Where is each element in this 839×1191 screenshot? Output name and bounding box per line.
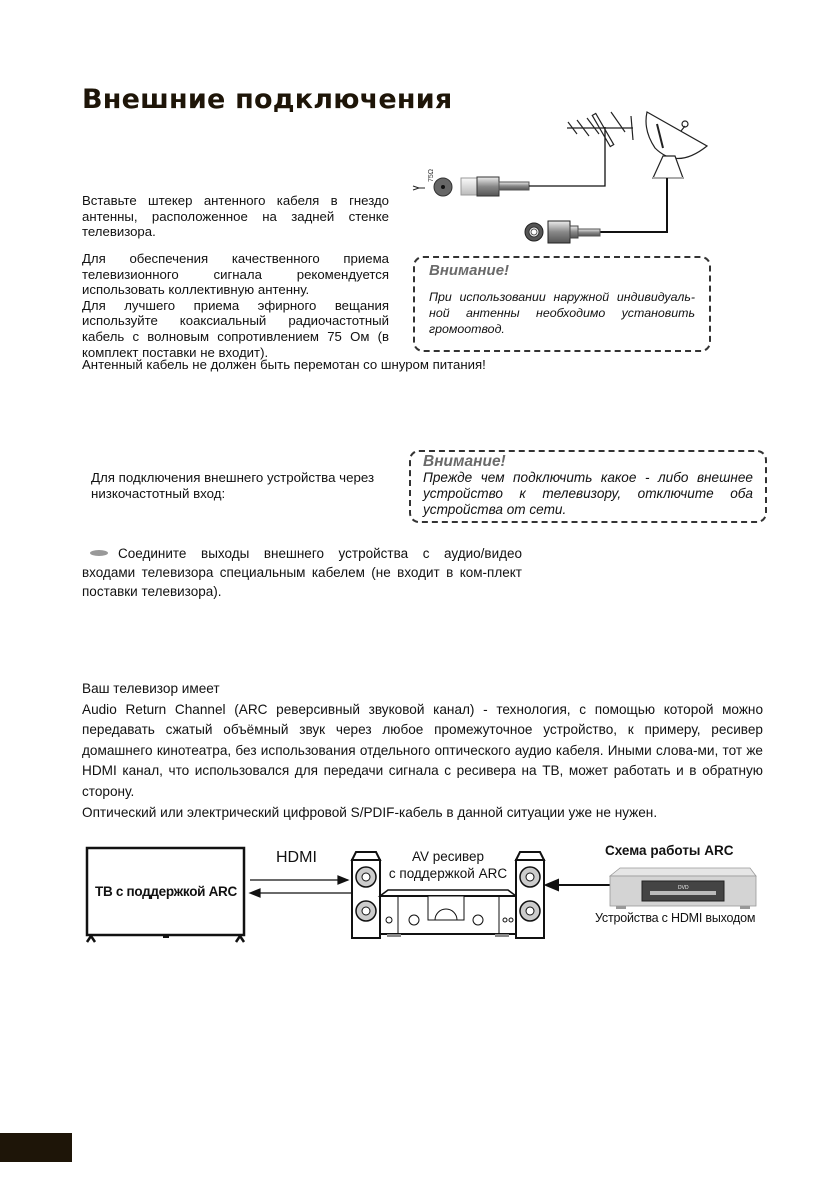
arc-diagram [80, 840, 780, 955]
source-arrow-icon [546, 880, 610, 890]
page-title: Внешние подключения [82, 84, 453, 115]
svg-text:75Ω: 75Ω [428, 168, 435, 182]
warning-body: Прежде чем подключить какое - либо внешнее устройство к телевизору, отключите оба устройства от сети. [423, 470, 753, 517]
right-speaker-icon [516, 852, 544, 938]
dvd-player-icon [610, 868, 756, 909]
av-receiver-icon [380, 890, 516, 937]
warning-title: Внимание! [423, 453, 506, 470]
av-connection-instruction: Соедините выходы внешнего устройства с аудио/видео входами телевизора специальным кабелем (не входит в ком-плект поставки телевизора). [82, 546, 522, 599]
power-off-warning-box [409, 450, 767, 523]
receiver-label: AV ресивер с поддержкой ARC [388, 849, 508, 881]
terrestrial-antenna-icon [567, 112, 633, 147]
svg-text:DVD: DVD [678, 885, 689, 891]
tv-antenna-jack-icon [434, 178, 452, 196]
lightning-rod-warning-box [413, 256, 711, 352]
tv-label: ТВ с поддержкой ARC [95, 884, 237, 899]
f-plug-icon [548, 221, 600, 243]
warning-title: Внимание! [429, 262, 510, 279]
antenna-cable-warning-text: Антенный кабель не должен быть перемотан со шнуром питания! [82, 357, 486, 372]
arc-description: Ваш телевизор имеет Audio Return Channel (ARC реверсивный звуковой канал) - технология, с помощью которой можно передавать сжатый объёмный звук через любое промежуточное устройство, к примеру, ресивер домашнего кинотеатра, без использования отдельного оптического аудио кабеля. Иными слова-ми, тот же HDMI канал, что использовался для передачи сигнала с ресивера на ТВ, может работать и в обратную сторону. Оптический или электрический цифровой S/PDIF-кабель в данной ситуации уже не нужен. [82, 681, 763, 820]
scheme-title: Схема работы ARC [605, 843, 734, 858]
antenna-recommendation: Для обеспечения качественного приема телевизионного сигнала рекомендуется использовать коллективную антенну. Для лучшего приема эфирного вещания используйте коаксиальный радиочастотный кабель с волновым сопротивлением 75 Ом (в комплект поставки не входит). [82, 251, 389, 360]
bullet-icon [90, 550, 108, 556]
warning-body: При использовании наружной индивидуаль-ной антенны необходимо установить громоотвод. [429, 290, 695, 336]
page-footer-bar [0, 1133, 72, 1162]
satellite-jack-icon [525, 223, 543, 241]
antenna-connection-diagram [405, 100, 735, 250]
antenna-symbol-icon [413, 169, 435, 190]
antenna-insert-instruction: Вставьте штекер антенного кабеля в гнездо антенны, расположенное на задней стенке телевизора. [82, 193, 389, 240]
lowfreq-intro: Для подключения внешнего устройства через низкочастотный вход: [91, 470, 375, 501]
source-device-label: Устройства с HDMI выходом [595, 911, 756, 925]
left-speaker-icon [352, 852, 380, 938]
rf-plug-icon [461, 127, 605, 196]
hdmi-label: HDMI [276, 849, 317, 866]
hdmi-arrows-icon [250, 876, 352, 897]
satellite-dish-icon [600, 112, 707, 232]
